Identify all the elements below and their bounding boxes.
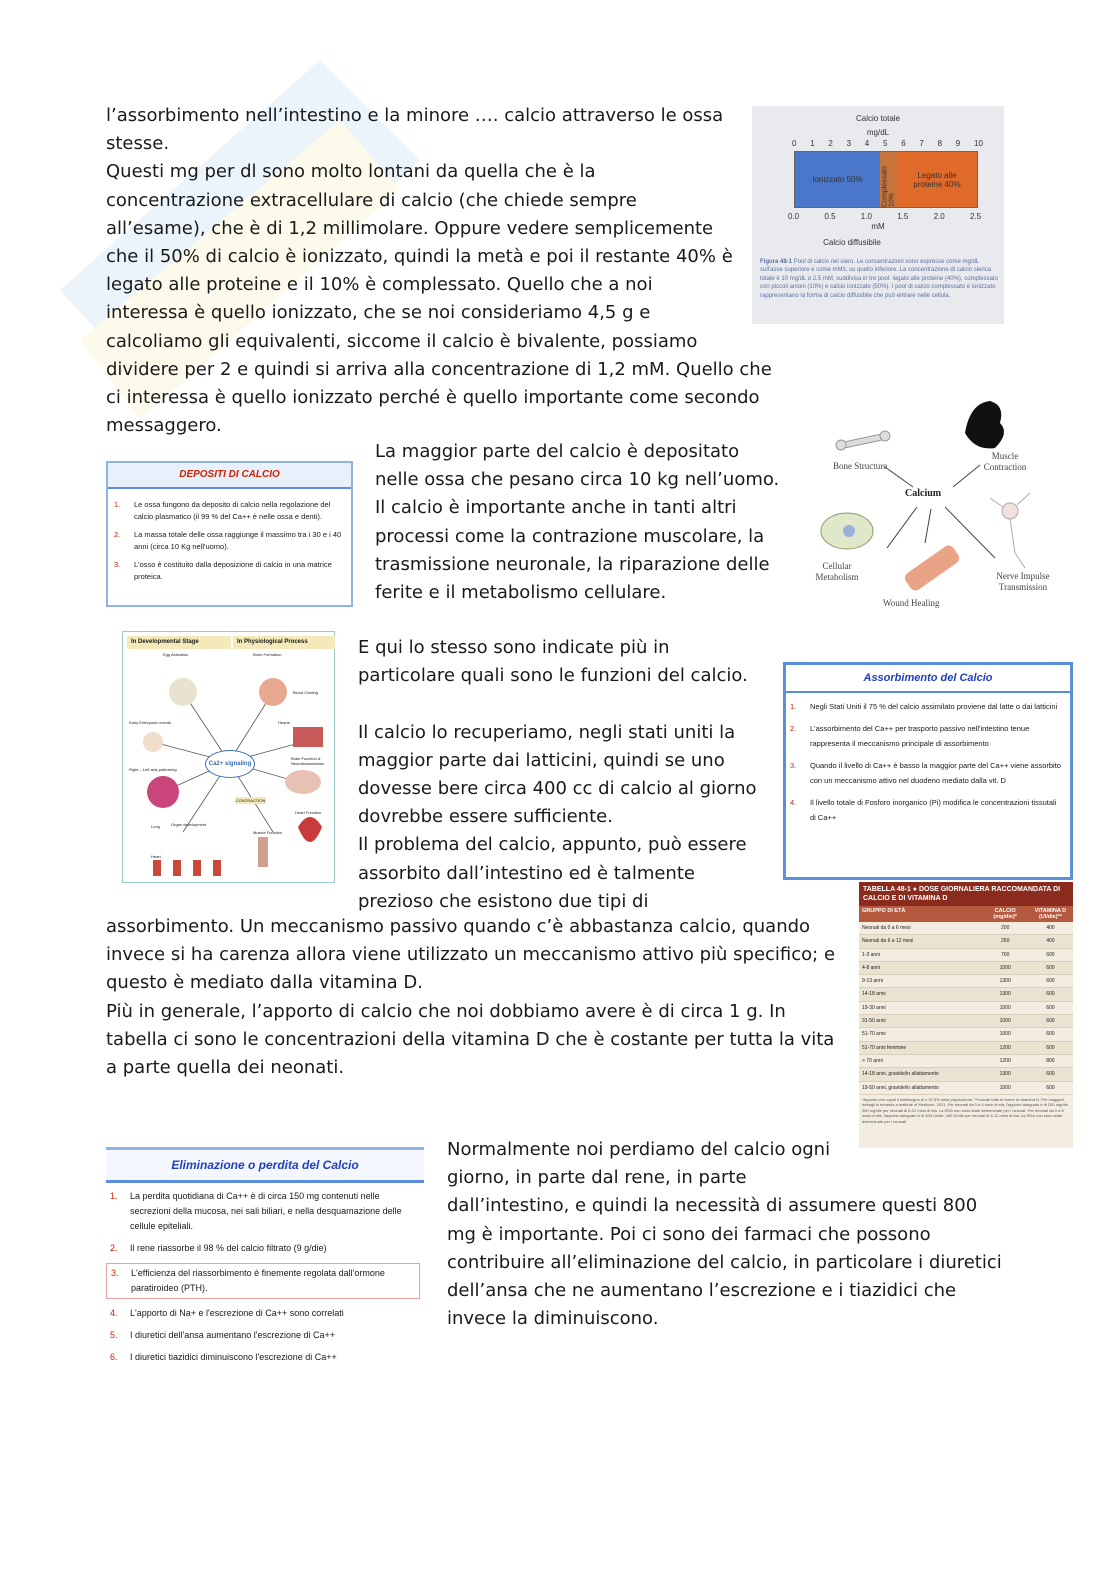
caption-label: Figura 48-1: [760, 259, 793, 265]
label-bone-structure: Bone Structure: [833, 461, 888, 471]
table-cell: 1200: [999, 1057, 1011, 1064]
list-item: 5. I diuretici dell'ansa aumentano l'escrezione di Ca++: [110, 1330, 336, 1340]
table-header: [859, 906, 1073, 922]
bottom-tick-label: 1.0: [860, 212, 872, 221]
table-cell: 600: [1046, 1004, 1055, 1011]
slide-title: Eliminazione o perdita del Calcio: [106, 1147, 424, 1183]
segment-complessato: Complessato 10%: [880, 152, 897, 207]
top-tick-label: 4: [864, 139, 870, 148]
table-row: [859, 1002, 1073, 1015]
top-tick-label: 8: [937, 139, 943, 148]
segment-ionizzato: Ionizzato 50%: [795, 152, 880, 207]
table-cell: 200: [1001, 925, 1010, 931]
label-cellular-metabolism: Cellular Metabolism: [815, 561, 859, 582]
ca-signaling-center: Ca2+ signaling: [205, 750, 255, 778]
list-item: 3. L'osso è costituito dalla deposizione di calcio in una matrice proteica.: [114, 560, 332, 581]
top-tick-label: 10: [974, 139, 983, 148]
bottom-axis-ticks: [788, 212, 992, 222]
column-header-physiological: In Physiological Process: [233, 636, 335, 649]
table-cell: 1000: [999, 1084, 1011, 1091]
top-tick-label: 7: [919, 139, 924, 148]
table-body: [859, 922, 1073, 1095]
table-cell: 19-50 anni, gravide/in allattamento: [862, 1084, 939, 1091]
table-row: [859, 1042, 1073, 1055]
paragraph-3: E qui lo stesso sono indicate più in particolare quali sono le funzioni del calcio. Il calcio lo recuperiamo, negli stati uniti la maggior parte dai latticini, quindi se uno dovesse bere circa 400 cc di calcio al giorno dovrebbe essere sufficiente. Il problema del calcio, appunto, può essere assorbito dall’intestino ed è talmente prezioso che esistono due tipi di: [358, 637, 757, 912]
table-cell: 9-13 anni: [862, 978, 883, 985]
table-title: TABELLA 48-1 ● DOSE GIORNALIERA RACCOMANDATA DI CALCIO E DI VITAMINA D: [859, 882, 1073, 906]
list-item: 2. Il rene riassorbe il 98 % del calcio filtrato (9 g/die): [110, 1243, 327, 1253]
table-cell: 1000: [999, 964, 1011, 971]
table-header-cell: VITAMINA D (UI/die)**: [1034, 908, 1067, 920]
signaling-label: Heart: [151, 854, 161, 859]
label-muscle-contraction: Muscle Contraction: [983, 451, 1027, 472]
table-cell: 400: [1046, 925, 1055, 931]
signaling-label: Hearts: [278, 720, 290, 725]
bottom-tick-label: 1.5: [897, 212, 909, 221]
table-cell: 1300: [999, 978, 1011, 985]
table-cell: 260: [1001, 938, 1010, 945]
paragraph-4: assorbimento. Un meccanismo passivo quando c’è abbastanza calcio, quando invece si ha carenza allora viene utilizzato un meccanismo attivo più specifico; e questo è mediato dalla vitamina D. Più in generale, l’apporto di calcio che noi dobbiamo avere è di circa 1 g. In tabella ci sono le concentrazioni della vitamina D che è costante per tutta la vita a parte quella dei neonati.: [106, 916, 836, 1079]
bottom-axis-unit: mM: [871, 222, 885, 231]
figure-title: Calcio totale: [855, 114, 901, 123]
muscle-icon: [965, 401, 1004, 448]
diagram-center-label: Calcium: [905, 488, 942, 499]
table-cell: 600: [1046, 1071, 1055, 1078]
bottom-tick-label: 2.0: [933, 212, 945, 221]
table-header-cell: CALCIO (mg/die)*: [993, 908, 1017, 920]
table-cell: 1300: [999, 991, 1011, 998]
table-cell: 700: [1001, 951, 1010, 958]
top-axis-unit: mg/dL: [866, 128, 890, 137]
table-footnote: *Apporto che copre il fabbisogno di ≥ 97,5% della popolazione. **Include tutte le forme di vitamina D. Per maggiori dettagli si rimanda a Institute of Medicine, 2011. Per neonati da 0 a 6 mesi di età, l'apporto adeguato è di 200 mg/die, 260 mg/die per neonati di 6-12 mesi di età. La RDA non sono state determinate per i neonati. Per neonati da 0 a 6 mesi di età, l'apporto adeguato è di 400 UI/die; 400 UI/die per neonati di 6-12 mesi di età. La RDA non sono state determinate per i neonati.: [862, 1096, 1069, 1124]
slide-list: [106, 1183, 424, 1365]
list-item: 6. I diuretici tiazidici diminuiscono l'escrezione di Ca++: [110, 1352, 337, 1362]
top-tick-label: 9: [955, 139, 961, 148]
table-cell: Neonati da 0 a 6 mesi: [862, 925, 911, 931]
table-cell: 31-50 anni: [862, 1018, 886, 1025]
table-cell: 4-8 anni: [862, 964, 881, 971]
signaling-label: Right – Left axis patterning: [129, 767, 177, 772]
table-row: [859, 1082, 1073, 1095]
table-cell: 14-18 anni, gravide/in allattamento: [862, 1071, 939, 1078]
table-cell: 400: [1046, 938, 1055, 945]
figure-caption: Figura 48-1 Pool di calcio nel siero. Le concentrazioni sono espresse come mg/dL sull'asse superiore e come mM/L su quello inferiore. La concentrazione di calcio sierica totale è 10 mg/dL o 2.5 mM, suddivisa in tre pool: legato alle proteine (40%), complessato con piccoli anioni (10%) e calcio ionizzato (50%). I pool di calcio complessato e ionizzato rappresentano la forma di calcio diffusibile che può entrare nelle cellula.: [760, 259, 998, 299]
calcium-functions-diagram: [805, 393, 1060, 615]
list-item: 3. L'efficienza del riassorbimento è finemente regolata dall'ormone paratiroideo (PTH).: [106, 1263, 420, 1299]
signaling-label: CONTRACTION: [236, 798, 266, 803]
table-row: [859, 962, 1073, 975]
table-cell: 51-70 anni: [862, 1031, 886, 1038]
bottom-tick-label: 2.5: [970, 212, 982, 221]
top-tick-label: 1: [810, 139, 815, 148]
table-cell: 1000: [999, 1004, 1011, 1011]
table-cell: 1000: [999, 1018, 1011, 1025]
table-row: [859, 988, 1073, 1001]
table-cell: 1300: [999, 1071, 1011, 1078]
table-cell: Neonati da 6 a 12 mesi: [862, 938, 914, 945]
bone-icon: [836, 431, 890, 450]
table-cell: 1000: [999, 1031, 1011, 1038]
table-48-1: [859, 882, 1073, 1148]
table-cell: > 70 anni: [862, 1057, 883, 1064]
top-tick-label: 5: [883, 139, 888, 148]
ca-signaling-figure: [122, 631, 335, 883]
signaling-label: Early Embryonic events: [129, 720, 172, 725]
table-cell: 14-18 anni: [862, 991, 886, 998]
paragraph-5: Normalmente noi perdiamo del calcio ogni giorno, in parte dal rene, in parte dall’intestino, e quindi la necessità di assumere questi 800 mg è importante. Poi ci sono dei farmaci che possono contribuire all’eliminazione del calcio, in particolare i diuretici dell’ansa che ne aumentano l’escrezione e i tiazidici che invece la diminuiscono.: [447, 1139, 1002, 1330]
top-tick-label: 2: [828, 139, 833, 148]
bottom-tick-label: 0.5: [824, 212, 836, 221]
slide-depositi: [106, 461, 353, 607]
slide-list: [786, 693, 1070, 825]
signaling-label: Bone Formation: [253, 652, 282, 657]
bottom-axis-label: Calcio diffusibile: [823, 238, 881, 247]
bandage-icon: [903, 543, 962, 593]
signaling-label: Heart Function: [295, 810, 322, 815]
paragraph-2: La maggior parte del calcio è depositato nelle ossa che pesano circa 10 kg nell’uomo. Il calcio è importante anche in tanti altri processi come la contrazione muscolare, la trasmissione neuronale, la riparazione delle ferite e il metabolismo cellulare.: [375, 441, 780, 604]
calcium-bar: [794, 151, 978, 208]
table-row: [859, 1055, 1073, 1068]
table-cell: 1-3 anni: [862, 951, 881, 958]
table-row: [859, 1068, 1073, 1081]
list-item: 3. Quando il livello di Ca++ è basso la maggior parte del Ca++ viene assorbito con un meccanismo attivo nel duodeno mediato dalla vit. D: [790, 761, 1061, 785]
signaling-label: Muscle Function: [253, 830, 283, 835]
label-wound-healing: Wound Healing: [883, 598, 940, 608]
list-item: 4. L'apporto di Na+ e l'escrezione di Ca++ sono correlati: [110, 1308, 344, 1318]
slide-title: Assorbimento del Calcio: [786, 665, 1070, 693]
signaling-label: Brain Function & Neurotransmission: [291, 756, 325, 766]
slide-eliminazione: [106, 1147, 424, 1387]
list-item: 2. La massa totale delle ossa raggiunge il massimo tra i 30 e i 40 anni (circa 10 Kg nell'uomo).: [114, 530, 342, 551]
bottom-tick-label: 0.0: [788, 212, 800, 221]
paragraph-1: l’assorbimento nell’intestino e la minore …. calcio attraverso le ossa stesse. Questi mg per dl sono molto lontani da quella che è la concentrazione extracellulare di calcio (che chiede sempre all’esame), che è di 1,2 millimolare. Oppure vedere semplicemente che il 50% di calcio è ionizzato, quindi la metà e poi il restante 40% è legato alle proteine e il 10% è complessato. Quello che a noi interessa è quello ionizzato, che se noi consideriamo 4,5 g e calcoliamo gli equivalenti, siccome il calcio è bivalente, possiamo dividere per 2 e quindi si arriva alla concentrazione di 1,2 mM. Quello che ci interessa è quello ionizzato perché è quello importante come secondo messaggero.: [106, 105, 772, 437]
table-cell: 600: [1046, 964, 1055, 971]
slide-title: DEPOSITI DI CALCIO: [108, 463, 351, 489]
list-item: 4. Il livello totale di Fosforo inorganico (Pi) modifica le concentrazioni tissutali di Ca++: [790, 798, 1057, 822]
signaling-label: Blood Clotting: [293, 690, 318, 695]
table-row: [859, 935, 1073, 948]
column-header-developmental: In Developmental Stage: [127, 636, 231, 649]
slide-assorbimento: [783, 662, 1073, 880]
neuron-icon: [990, 493, 1030, 568]
table-cell: 800: [1046, 1057, 1055, 1064]
table-cell: 600: [1046, 1084, 1055, 1091]
table-header-cell: GRUPPO DI ETÀ: [862, 908, 906, 914]
table-row: [859, 922, 1073, 935]
table-cell: 600: [1046, 991, 1055, 998]
signaling-label: Egg Activation: [163, 652, 189, 657]
table-row: [859, 975, 1073, 988]
list-item: 1. Le ossa fungono da deposito di calcio nella regolazione del calcio plasmatico (il 99 % del Ca++ è nelle ossa e denti).: [114, 500, 331, 521]
table-cell: 600: [1046, 978, 1055, 985]
segment-legato: Legato alle proteine 40%: [897, 152, 977, 207]
top-axis-ticks: [792, 139, 983, 149]
signaling-label: Organ development: [171, 822, 207, 827]
table-cell: 19-30 anni: [862, 1004, 886, 1011]
table-cell: 600: [1046, 1044, 1055, 1051]
signaling-label: Lung: [151, 824, 160, 829]
table-row: [859, 1015, 1073, 1028]
list-item: 2. L'assorbimento del Ca++ per trasporto passivo nell'intestino tenue rappresenta il meccanismo principale di assorbimento: [790, 724, 1030, 748]
table-cell: 600: [1046, 1031, 1055, 1038]
list-item: 1. Negli Stati Uniti il 75 % del calcio assimilato proviene dal latte o dai latticini: [790, 702, 1058, 711]
slide-list: [108, 489, 351, 583]
table-cell: 1200: [999, 1044, 1011, 1051]
top-tick-label: 0: [792, 139, 797, 148]
calcio-totale-figure: [752, 106, 1004, 324]
label-nerve-impulse: Nerve Impulse Transmission: [996, 571, 1050, 592]
table-row: [859, 1028, 1073, 1041]
table-row: [859, 949, 1073, 962]
table-cell: 600: [1046, 1018, 1055, 1025]
top-tick-label: 3: [846, 139, 852, 148]
list-item: 1. La perdita quotidiana di Ca++ è di circa 150 mg contenuti nelle secrezioni della mucosa, nei sali biliari, e nella desquamazione delle cellule epiteliali.: [110, 1191, 402, 1231]
table-cell: 51-70 anni femmine: [862, 1044, 907, 1051]
table-cell: 600: [1046, 951, 1055, 958]
cell-icon: [821, 513, 873, 549]
top-tick-label: 6: [901, 139, 906, 148]
